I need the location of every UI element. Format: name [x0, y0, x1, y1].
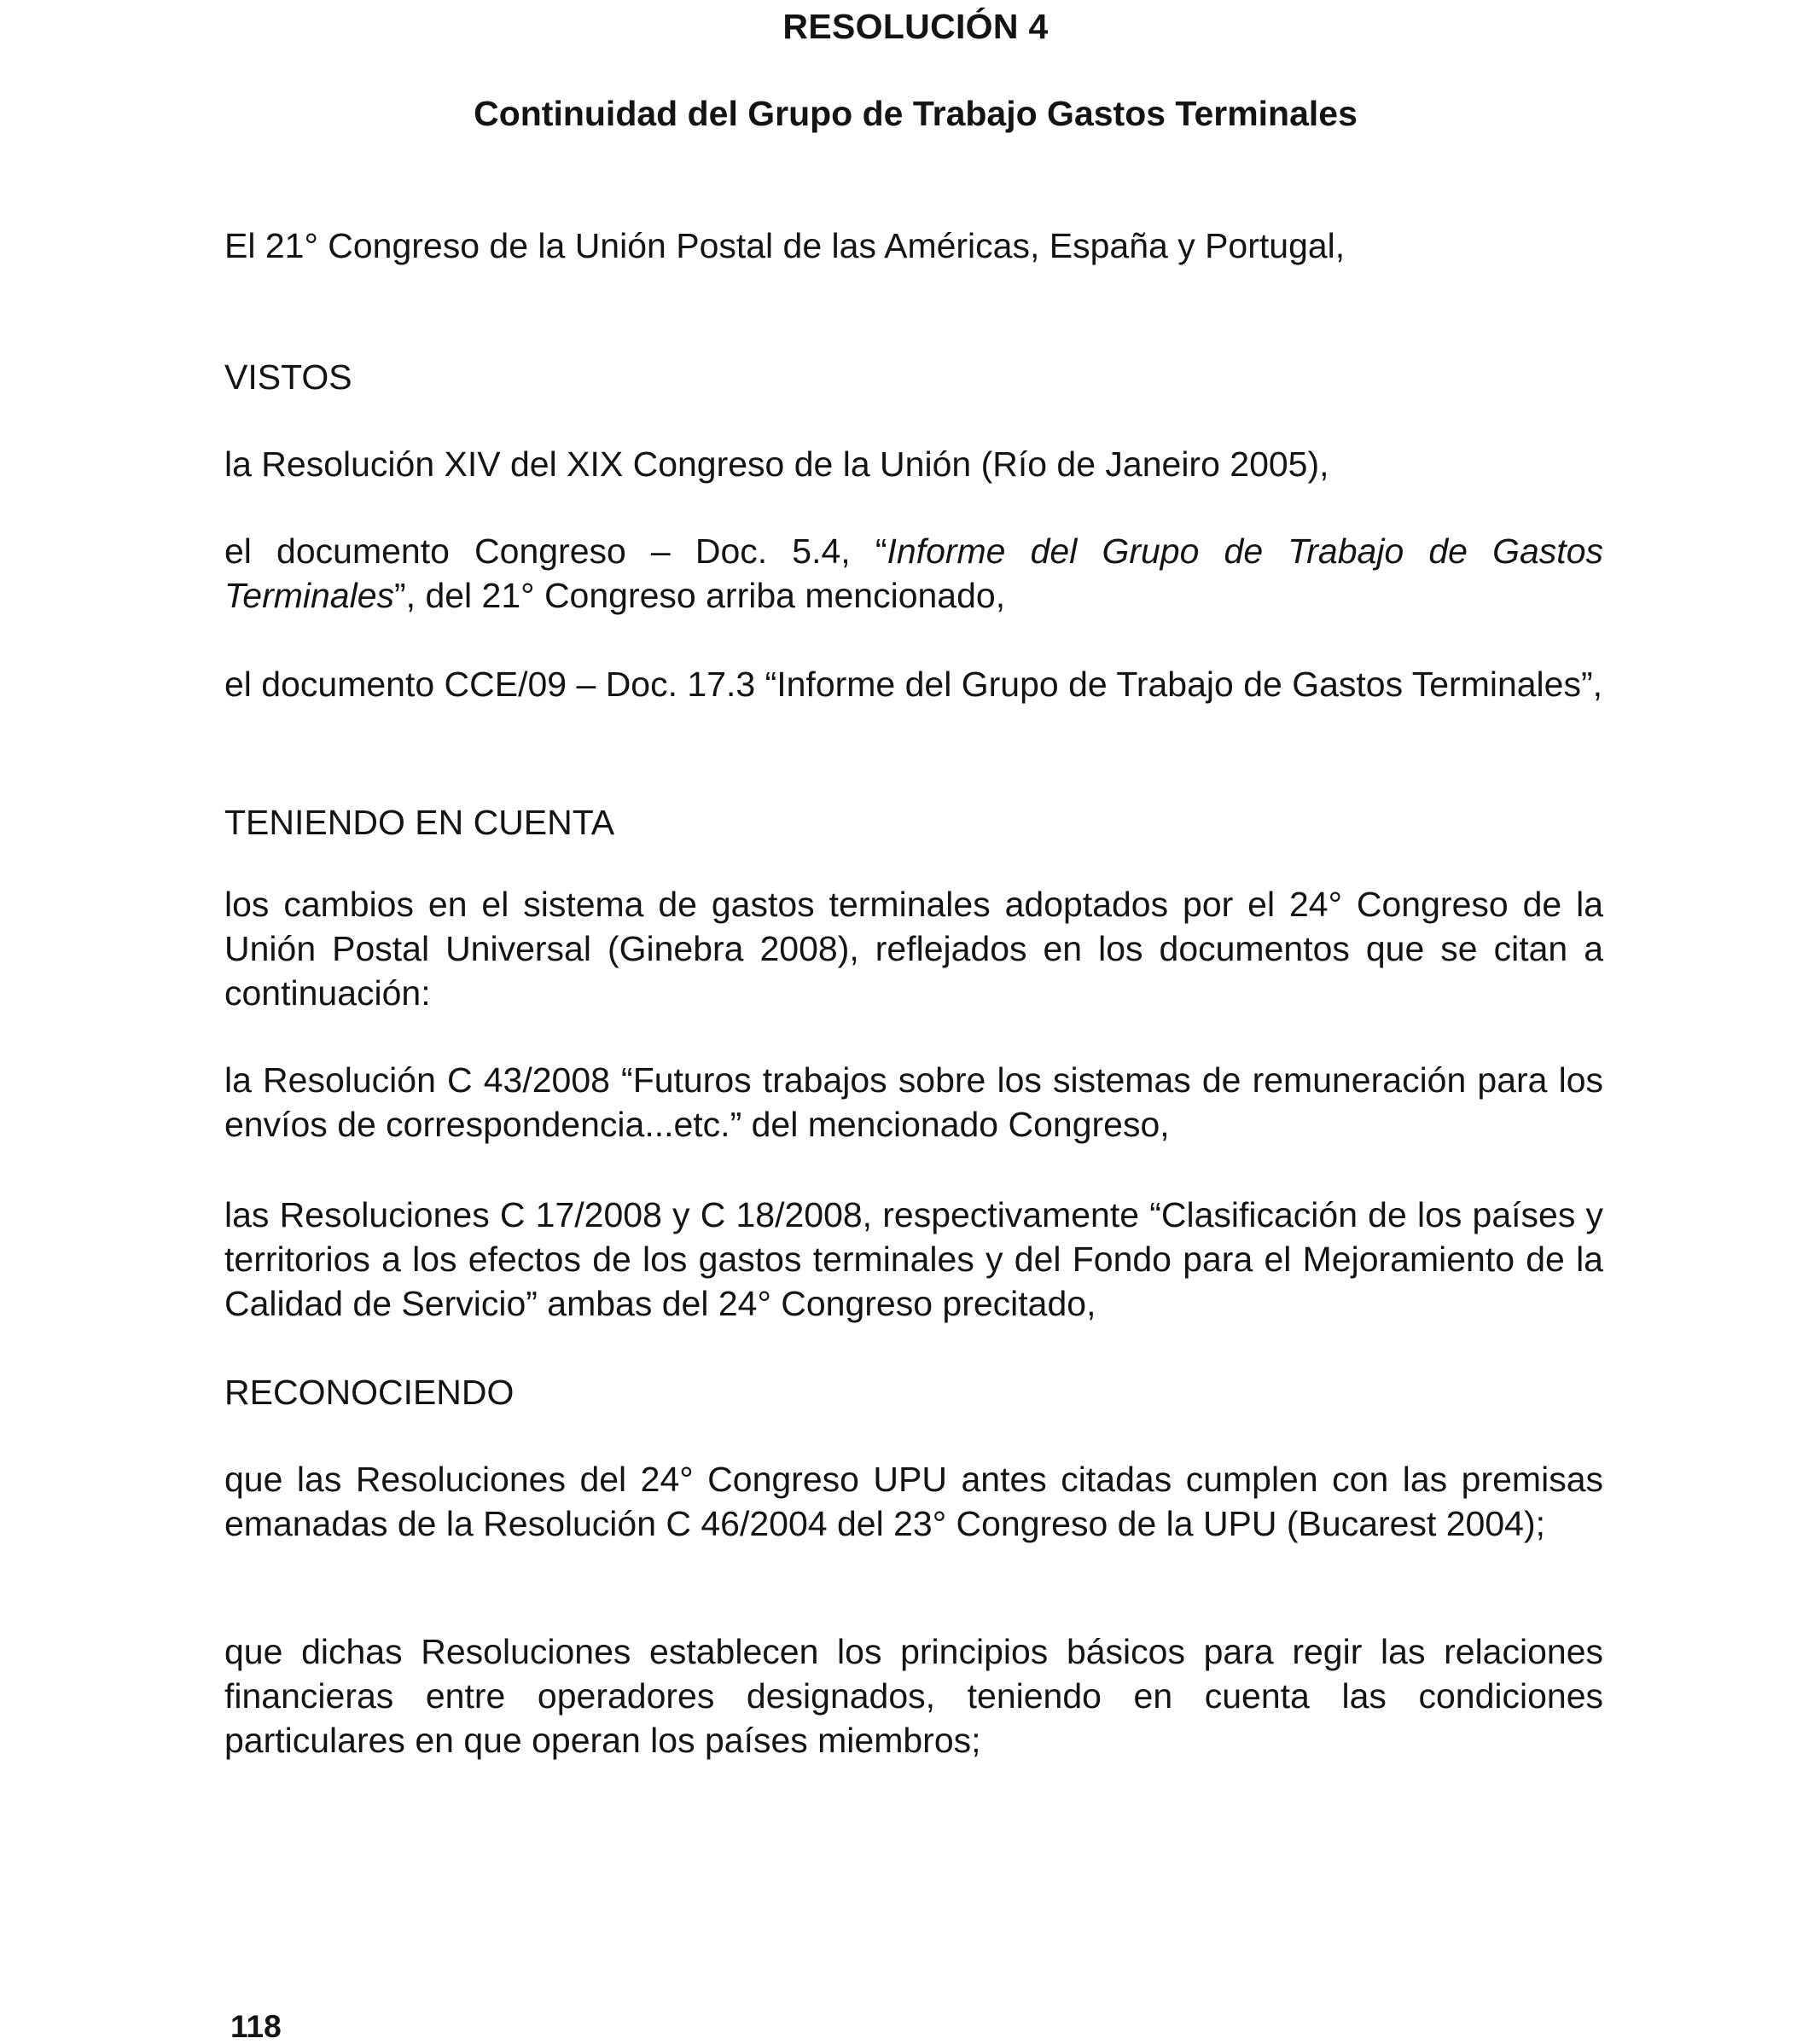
reconociendo-paragraph-1: que las Resoluciones del 24° Congreso UPU antes citadas cumplen con las premisas emanadas de la Resolución C 46/2004 del 23° Congreso de la UPU (Bucarest 2004);	[224, 1460, 1603, 1543]
vistos-p2-italic-title: Informe del Grupo de Trabajo de Gastos Terminales	[224, 531, 1603, 615]
section-heading-reconociendo: RECONOCIENDO	[224, 1373, 515, 1412]
reconociendo-paragraph-2: que dichas Resoluciones establecen los principios básicos para regir las relaciones financieras entre operadores designados, teniendo en cuenta las condiciones particulares en que operan los países miembros;	[224, 1632, 1603, 1760]
vistos-paragraph-1: la Resolución XIV del XIX Congreso de la Unión (Río de Janeiro 2005),	[224, 444, 1329, 484]
section-heading-teniendo-en-cuenta: TENIENDO EN CUENTA	[224, 803, 615, 842]
document-title: RESOLUCIÓN 4	[782, 7, 1049, 46]
vistos-paragraph-3: el documento CCE/09 – Doc. 17.3 “Informe del Grupo de Trabajo de Gastos Terminales”,	[224, 665, 1603, 704]
vistos-p2-text-before: el documento Congreso – Doc. 5.4, “	[224, 531, 887, 571]
teniendo-paragraph-1: los cambios en el sistema de gastos terminales adoptados por el 24° Congreso de la Unión Postal Universal (Ginebra 2008), reflejados en los documentos que se citan a continuación:	[224, 885, 1603, 1013]
teniendo-paragraph-3: las Resoluciones C 17/2008 y C 18/2008, respectivamente “Clasificación de los países y territorios a los efectos de los gastos terminales y del Fondo para el Mejoramiento de la Calidad de Servicio” ambas del 24° Congreso precitado,	[224, 1195, 1603, 1323]
intro-paragraph: El 21° Congreso de la Unión Postal de las Américas, España y Portugal,	[224, 226, 1346, 265]
page-number: 118	[230, 2009, 282, 2044]
vistos-paragraph-2	[224, 529, 1603, 618]
section-heading-vistos: VISTOS	[224, 357, 352, 397]
vistos-p2-text-after: ”, del 21° Congreso arriba mencionado,	[394, 576, 1006, 615]
document-subtitle: Continuidad del Grupo de Trabajo Gastos Terminales	[474, 94, 1358, 133]
teniendo-paragraph-2: la Resolución C 43/2008 “Futuros trabajos sobre los sistemas de remuneración para los envíos de correspondencia...etc.” del mencionado Congreso,	[224, 1060, 1603, 1144]
